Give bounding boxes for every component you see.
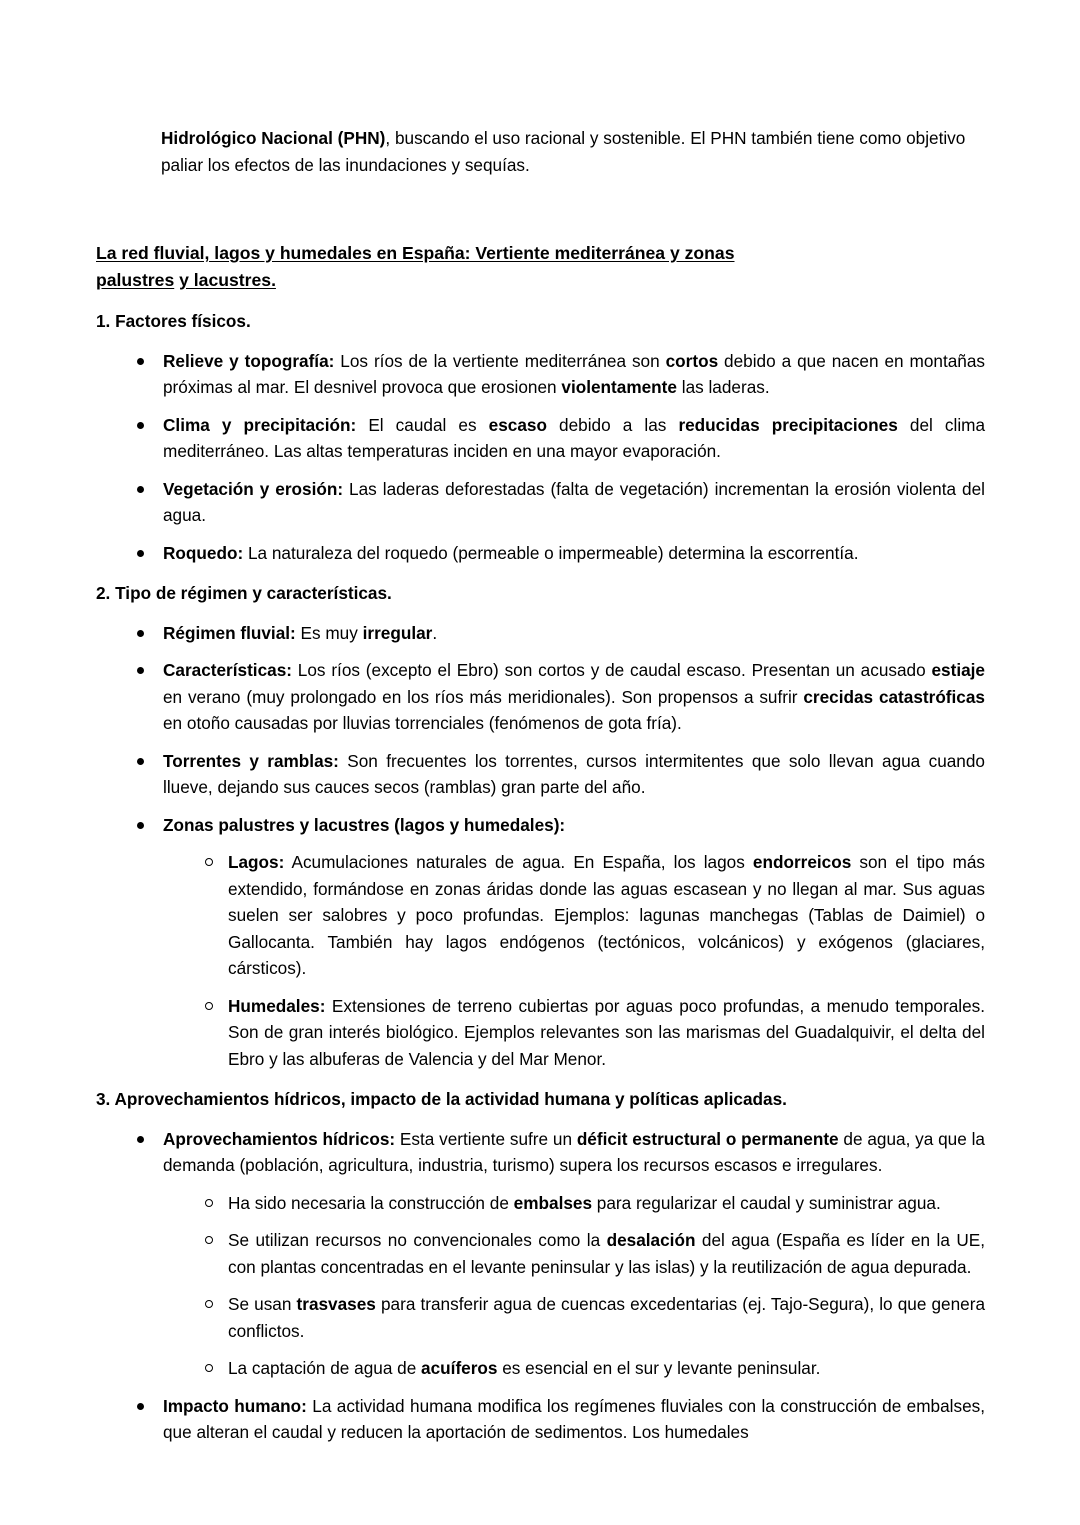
list-item-emphasis: irregular bbox=[362, 622, 433, 643]
list-item bbox=[96, 812, 985, 1073]
list-item bbox=[163, 1355, 985, 1382]
list-item-text: para transferir agua de cuencas excedentarias (ej. Tajo-Segura), lo que genera conflictos. bbox=[228, 1294, 986, 1341]
list-item-emphasis: violentamente bbox=[561, 377, 677, 397]
page-title-line1: La red fluvial, lagos y humedales en España: Vertiente mediterránea y zonas bbox=[96, 243, 735, 263]
disc-bullet-icon bbox=[137, 620, 145, 647]
list-item-emphasis: embalses bbox=[513, 1192, 593, 1213]
list-item-label: Aprovechamientos hídricos: bbox=[163, 1128, 396, 1149]
list-item-text: las laderas. bbox=[676, 377, 770, 397]
list-item-label: Características: bbox=[163, 660, 292, 680]
list-item-text: La naturaleza del roquedo (permeable o impermeable) determina la escorrentía. bbox=[243, 542, 859, 563]
list-item-text: debido a que nacen en montañas próximas al mar. El desnivel provoca que erosionen bbox=[163, 350, 985, 397]
list-item-label: Relieve y topografía: bbox=[163, 350, 335, 371]
list-item bbox=[163, 993, 985, 1073]
section-heading-3: 3. Aprovechamientos hídricos, impacto de la actividad humana y políticas aplicadas. bbox=[96, 1089, 787, 1109]
list-item bbox=[96, 748, 985, 801]
list-item-text: del agua (España es líder en la UE, con plantas concentradas en el levante peninsular y las islas) y la reutilización de agua depurada. bbox=[228, 1230, 985, 1277]
circle-bullet-icon bbox=[205, 1227, 214, 1254]
list-item-text: . bbox=[432, 622, 438, 643]
page-title-line2-part2: y lacustres. bbox=[179, 270, 276, 290]
list-item-emphasis: escaso bbox=[488, 414, 547, 435]
list-item-text: Es muy bbox=[295, 622, 363, 643]
disc-bullet-icon bbox=[137, 540, 145, 567]
list-item-emphasis: cortos bbox=[665, 350, 719, 371]
list-item-emphasis: crecidas catastróficas bbox=[803, 686, 985, 707]
list-item-label: Impacto humano: bbox=[163, 1395, 307, 1416]
list-item-text: debido a las bbox=[546, 414, 679, 435]
disc-bullet-icon bbox=[137, 412, 145, 439]
continuation-text: , buscando el uso racional y sostenible. El PHN también tiene como objetivo paliar los efectos de las inundaciones y sequías. bbox=[161, 128, 966, 175]
list-item-emphasis: estiaje bbox=[931, 660, 985, 680]
list-item bbox=[163, 1291, 985, 1344]
circle-bullet-icon bbox=[205, 1291, 214, 1318]
list-item-label: Lagos: bbox=[228, 852, 285, 872]
list-item-text: es esencial en el sur y levante peninsular. bbox=[497, 1358, 821, 1378]
list-item-text: La captación de agua de bbox=[228, 1358, 422, 1378]
nested-bullet-list bbox=[163, 1190, 985, 1382]
list-item-label: Torrentes y ramblas: bbox=[163, 750, 339, 771]
list-item-emphasis: endorreicos bbox=[752, 852, 852, 872]
disc-bullet-icon bbox=[137, 348, 145, 375]
list-item bbox=[96, 412, 985, 465]
continuation-paragraph bbox=[161, 125, 985, 178]
disc-bullet-icon bbox=[137, 1393, 145, 1420]
document-content bbox=[96, 125, 985, 1446]
list-item-text: La actividad humana modifica los regímenes fluviales con la construcción de embalses, que alteran el caudal y reducen la aportación de sedimentos. Los humedales bbox=[163, 1395, 985, 1442]
list-item-text: Son frecuentes los torrentes, cursos intermitentes que solo llevan agua cuando llueve, dejando sus cauces secos (ramblas) gran parte del año. bbox=[163, 750, 985, 797]
list-item-emphasis: déficit estructural o permanente bbox=[576, 1128, 839, 1149]
circle-bullet-icon bbox=[205, 993, 214, 1020]
continuation-bold-lead: Hidrológico Nacional (PHN) bbox=[161, 128, 386, 148]
circle-bullet-icon bbox=[205, 1190, 214, 1217]
list-item-text: para regularizar el caudal y suministrar agua. bbox=[592, 1192, 941, 1213]
section-heading-2: 2. Tipo de régimen y características. bbox=[96, 583, 392, 603]
list-item-emphasis: acuíferos bbox=[421, 1358, 498, 1378]
list-item-text: Esta vertiente sufre un bbox=[395, 1128, 577, 1149]
circle-bullet-icon bbox=[205, 1355, 214, 1382]
section-3-bullet-list bbox=[96, 1126, 985, 1446]
list-item bbox=[96, 540, 985, 567]
list-item-emphasis: desalación bbox=[606, 1230, 696, 1250]
disc-bullet-icon bbox=[137, 812, 145, 839]
list-item-label: Humedales: bbox=[228, 995, 326, 1016]
list-item bbox=[96, 476, 985, 529]
disc-bullet-icon bbox=[137, 476, 145, 503]
list-item-text: El caudal es bbox=[356, 414, 489, 435]
list-item-text: de agua, ya que la demanda (población, agricultura, industria, turismo) supera los recursos escasos e irregulares. bbox=[163, 1128, 985, 1175]
list-item-text: son el tipo más extendido, formándose en zonas áridas donde las aguas escasean y no llegan al mar. Sus aguas suelen ser salobres y poco profundas. Ejemplos: lagunas manchegas (Tablas de Daimiel) o Gallocanta. También hay lagos endógenos (tectónicos, volcánicos) y exógenos (glaciares, cársticos). bbox=[228, 852, 985, 978]
list-item-label: Roquedo: bbox=[163, 542, 244, 563]
list-item-text: Acumulaciones naturales de agua. En España, los lagos bbox=[284, 852, 753, 872]
list-item-text: Se usan bbox=[228, 1294, 297, 1314]
list-item bbox=[96, 620, 985, 647]
section-1-bullet-list bbox=[96, 348, 985, 567]
page-title-line2-part1: palustres bbox=[96, 270, 175, 290]
disc-bullet-icon bbox=[137, 657, 145, 684]
nested-bullet-list bbox=[163, 849, 985, 1072]
list-item-label: Régimen fluvial: bbox=[163, 622, 296, 643]
circle-bullet-icon bbox=[205, 849, 214, 876]
list-item bbox=[96, 348, 985, 401]
section-2-bullet-list bbox=[96, 620, 985, 1073]
disc-bullet-icon bbox=[137, 1126, 145, 1153]
list-item bbox=[96, 657, 985, 737]
list-item bbox=[96, 1126, 985, 1382]
list-item-text: Extensiones de terreno cubiertas por aguas poco profundas, a menudo temporales. Son de gran interés biológico. Ejemplos relevantes son las marismas del Guadalquivir, el delta del Ebro y las albuferas de Valencia y del Mar Menor. bbox=[228, 995, 985, 1069]
list-item-label: Clima y precipitación: bbox=[163, 414, 357, 435]
list-item-text: del clima mediterráneo. Las altas temperaturas inciden en una mayor evaporación. bbox=[163, 414, 986, 461]
list-item-text: en otoño causadas por lluvias torrenciales (fenómenos de gota fría). bbox=[163, 713, 682, 733]
list-item-label: Zonas palustres y lacustres (lagos y humedales): bbox=[163, 814, 566, 835]
list-item bbox=[96, 1393, 985, 1446]
list-item-text: Las laderas deforestadas (falta de vegetación) incrementan la erosión violenta del agua. bbox=[163, 478, 985, 525]
list-item-label: Vegetación y erosión: bbox=[163, 478, 344, 499]
list-item-text: en verano (muy prolongado en los ríos más meridionales). Son propensos a sufrir bbox=[163, 686, 804, 707]
section-heading-1: 1. Factores físicos. bbox=[96, 311, 251, 331]
list-item-text: Los ríos (excepto el Ebro) son cortos y de caudal escaso. Presentan un acusado bbox=[291, 660, 932, 680]
disc-bullet-icon bbox=[137, 748, 145, 775]
list-item-text: Los ríos de la vertiente mediterránea son bbox=[334, 350, 666, 371]
page-title bbox=[96, 240, 896, 294]
list-item-text: Se utilizan recursos no convencionales como la bbox=[228, 1230, 607, 1250]
list-item-emphasis: trasvases bbox=[296, 1294, 376, 1314]
list-item-emphasis: reducidas precipitaciones bbox=[678, 414, 898, 435]
list-item bbox=[163, 1190, 985, 1217]
list-item-text: Ha sido necesaria la construcción de bbox=[228, 1192, 514, 1213]
list-item bbox=[163, 1227, 985, 1280]
list-item bbox=[163, 849, 985, 982]
